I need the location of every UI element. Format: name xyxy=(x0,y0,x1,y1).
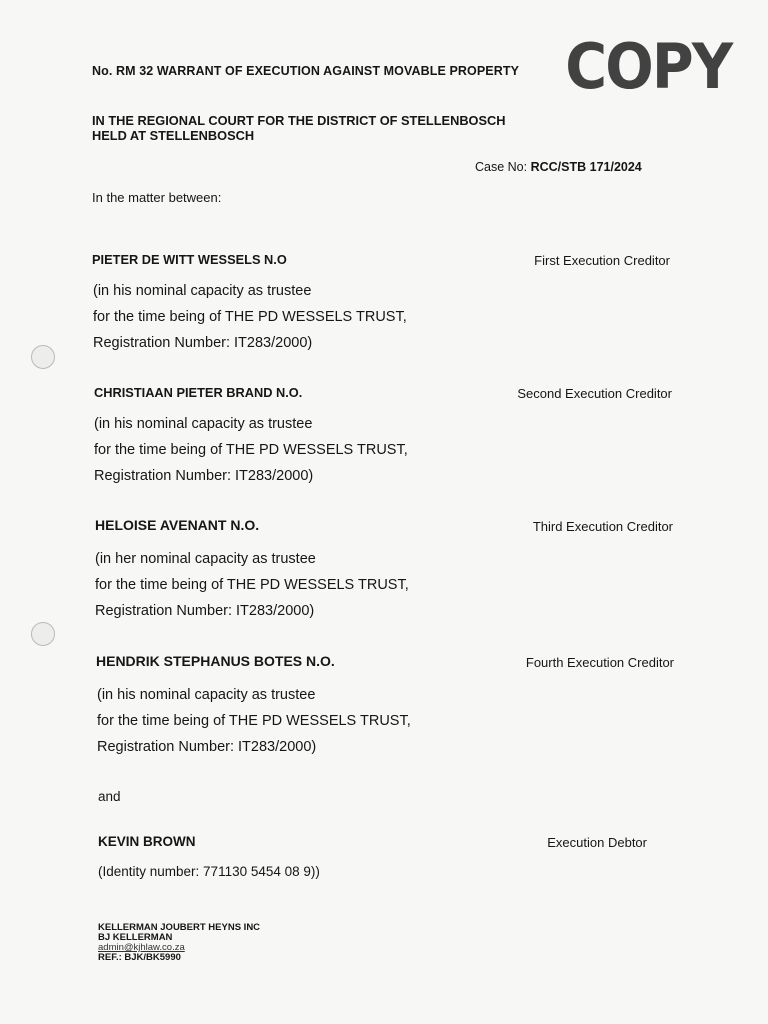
creditor-capacity xyxy=(97,682,411,760)
document-title: No. RM 32 WARRANT OF EXECUTION AGAINST MOVABLE PROPERTY xyxy=(92,64,520,78)
registration-line: Registration Number: IT283/2000) xyxy=(94,468,314,484)
matter-intro: In the matter between: xyxy=(92,190,222,205)
case-number-value: RCC/STB 171/2024 xyxy=(530,160,642,174)
creditor-capacity xyxy=(94,411,408,489)
capacity-line: (in his nominal capacity as trustee xyxy=(97,687,316,703)
creditor-role: Fourth Execution Creditor xyxy=(525,655,674,670)
creditor-name: CHRISTIAAN PIETER BRAND N.O. xyxy=(94,385,303,400)
court-line-1: IN THE REGIONAL COURT FOR THE DISTRICT OF STELLENBOSCH xyxy=(92,113,506,128)
capacity-line: (in his nominal capacity as trustee xyxy=(93,283,312,299)
creditor-role: Second Execution Creditor xyxy=(517,386,672,401)
capacity-line: for the time being of THE PD WESSELS TRUST, xyxy=(95,577,409,593)
debtor-name: KEVIN BROWN xyxy=(98,834,196,849)
capacity-line: (in his nominal capacity as trustee xyxy=(94,416,313,432)
creditor-name: HELOISE AVENANT N.O. xyxy=(95,517,260,533)
court-heading xyxy=(92,113,506,143)
punch-hole xyxy=(31,345,55,369)
court-line-2: HELD AT STELLENBOSCH xyxy=(92,128,255,143)
capacity-line: for the time being of THE PD WESSELS TRUST, xyxy=(93,309,407,325)
creditor-name: HENDRIK STEPHANUS BOTES N.O. xyxy=(96,653,335,669)
capacity-line: for the time being of THE PD WESSELS TRUST, xyxy=(97,713,411,729)
attorney-name: BJ KELLERMAN xyxy=(98,932,173,943)
attorney-footer xyxy=(98,923,260,963)
reference: REF.: BJK/BK5990 xyxy=(98,952,181,963)
creditor-name: PIETER DE WITT WESSELS N.O xyxy=(92,252,287,267)
case-label: Case No: xyxy=(475,160,528,174)
email-link[interactable]: admin@kjhlaw.co.za xyxy=(98,942,185,953)
capacity-line: (in her nominal capacity as trustee xyxy=(95,551,316,567)
copy-stamp: COPY xyxy=(565,30,732,103)
capacity-line: for the time being of THE PD WESSELS TRUST, xyxy=(94,442,408,458)
creditor-capacity xyxy=(93,278,407,356)
case-number xyxy=(475,160,642,174)
punch-hole xyxy=(31,622,55,646)
creditor-role: Third Execution Creditor xyxy=(532,519,673,534)
registration-line: Registration Number: IT283/2000) xyxy=(95,603,315,619)
firm-name: KELLERMAN JOUBERT HEYNS INC xyxy=(98,922,261,933)
debtor-identity: (Identity number: 771130 5454 08 9)) xyxy=(98,864,320,879)
registration-line: Registration Number: IT283/2000) xyxy=(93,335,313,351)
creditor-role: First Execution Creditor xyxy=(534,253,670,268)
registration-line: Registration Number: IT283/2000) xyxy=(97,739,317,755)
and-separator: and xyxy=(98,789,121,804)
debtor-role: Execution Debtor xyxy=(547,835,647,850)
creditor-capacity xyxy=(95,546,409,624)
